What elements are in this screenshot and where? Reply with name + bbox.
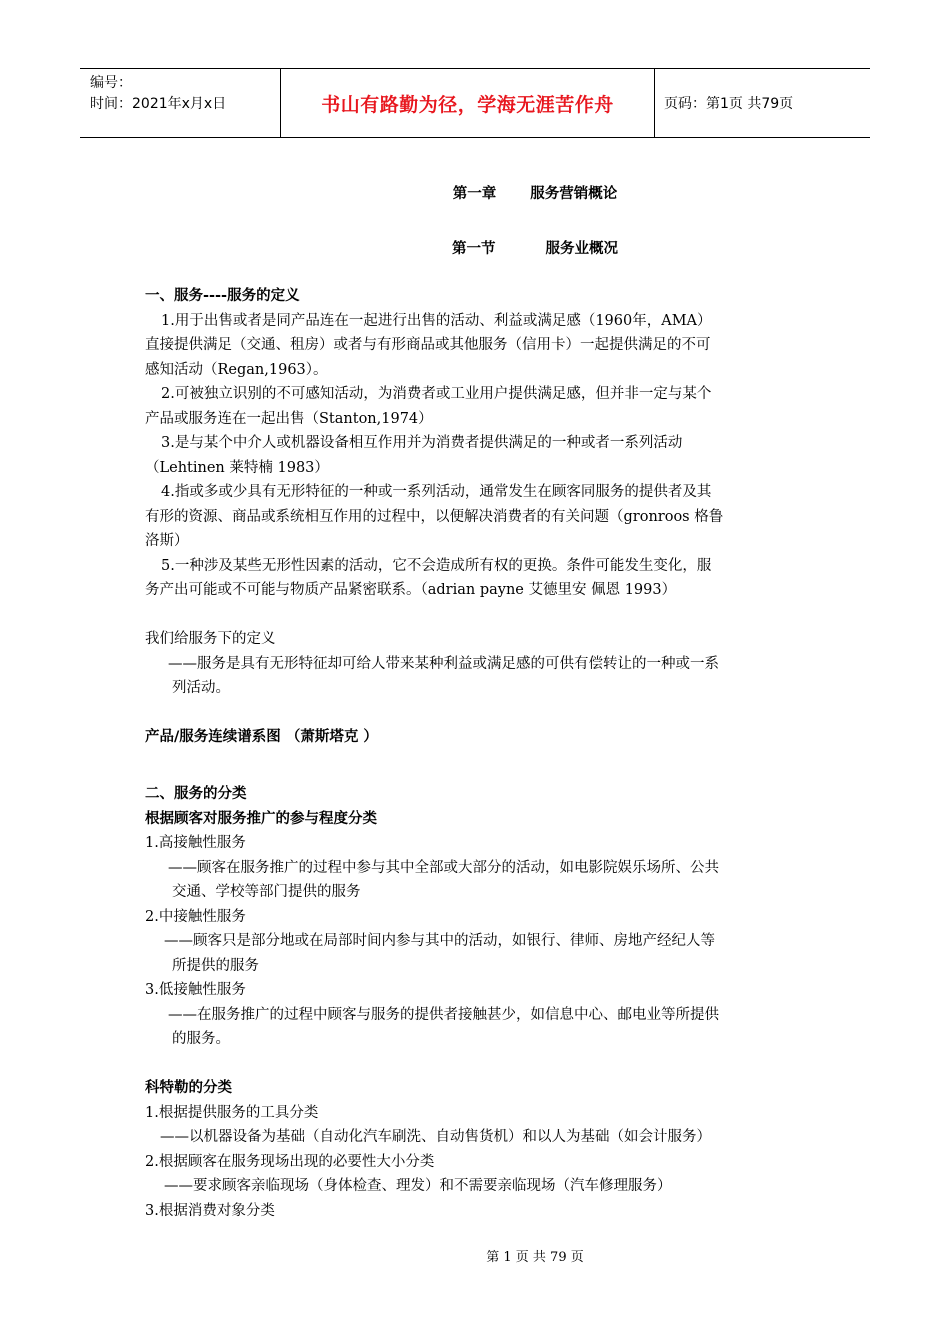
part1-heading: 一、服务----服务的定义 bbox=[145, 288, 300, 304]
class-desc: 交通、学校等部门提供的服务 bbox=[172, 884, 361, 900]
number-label: 编号： bbox=[90, 75, 132, 91]
class-desc: ——在服务推广的过程中顾客与服务的提供者接触甚少，如信息中心、邮电业等所提供 bbox=[168, 1006, 719, 1023]
kotler-item: 1.根据提供服务的工具分类 bbox=[145, 1104, 319, 1121]
class-item: 2.中接触性服务 bbox=[145, 908, 246, 925]
def-line: 3.是与某个中介人或机器设备相互作用并为消费者提供满足的一种或者一系列活动 bbox=[161, 435, 683, 451]
page-footer: 第 1 页 共 79 页 bbox=[486, 1250, 584, 1265]
def-line: 2.可被独立识别的不可感知活动，为消费者或工业用户提供满足感，但并非一定与某个 bbox=[161, 386, 712, 402]
def-line: 产品或服务连在一起出售（Stanton,1974） bbox=[145, 410, 433, 427]
class-desc: ——顾客只是部分地或在局部时间内参与其中的活动，如银行、律师、房地产经纪人等 bbox=[164, 933, 715, 949]
header-meta bbox=[80, 69, 281, 137]
class-item: 1.高接触性服务 bbox=[145, 835, 246, 851]
part-two bbox=[145, 782, 805, 1223]
kotler-heading: 科特勒的分类 bbox=[145, 1080, 232, 1096]
chapter-number: 第一章 bbox=[452, 186, 497, 202]
section-title bbox=[205, 237, 865, 258]
date-label: 时间：2021年x月x日 bbox=[90, 96, 227, 112]
def-line: 5.一种涉及某些无形性因素的活动，它不会造成所有权的更换。条件可能发生变化，服 bbox=[161, 557, 712, 574]
class-desc: 的服务。 bbox=[172, 1031, 230, 1047]
kotler-item: 3.根据消费对象分类 bbox=[145, 1202, 275, 1219]
def-line: 感知活动（Regan,1963）。 bbox=[145, 361, 328, 378]
continuum-heading: 产品/服务连续谱系图 （萧斯塔克 ） bbox=[145, 729, 378, 745]
section-number: 第一节 bbox=[452, 241, 496, 257]
def-line: 洛斯） bbox=[145, 533, 189, 549]
part-one bbox=[145, 284, 805, 774]
chapter-name: 服务营销概论 bbox=[530, 186, 618, 202]
our-def-intro: 我们给服务下的定义 bbox=[145, 631, 276, 647]
page-info: 页码：第1页 共79页 bbox=[664, 96, 794, 112]
part2-subheading: 根据顾客对服务推广的参与程度分类 bbox=[145, 810, 377, 827]
def-line: 4.指或多或少具有无形特征的一种或一系列活动，通常发生在顾客同服务的提供者及其 bbox=[161, 484, 712, 500]
chapter-title bbox=[205, 182, 865, 203]
document-header bbox=[80, 68, 870, 138]
our-def-line: ——服务是具有无形特征却可给人带来某种利益或满足感的可供有偿转让的一种或一系 bbox=[168, 655, 719, 672]
def-line: 1.用于出售或者是同产品连在一起进行出售的活动、利益或满足感（1960年，AMA） bbox=[161, 312, 712, 329]
section-name: 服务业概况 bbox=[545, 241, 618, 257]
kotler-desc: ——以机器设备为基础（自动化汽车刷洗、自动售货机）和以人为基础（如会计服务） bbox=[160, 1129, 711, 1145]
class-desc: 所提供的服务 bbox=[172, 957, 259, 974]
def-line: 直接提供满足（交通、租房）或者与有形商品或其他服务（信用卡）一起提供满足的不可 bbox=[145, 337, 711, 353]
kotler-desc: ——要求顾客亲临现场（身体检查、理发）和不需要亲临现场（汽车修理服务） bbox=[164, 1178, 672, 1194]
def-line: 务产出可能或不可能与物质产品紧密联系。（adrian payne 艾德里安 佩恩 1993） bbox=[145, 582, 677, 598]
def-line: 有形的资源、商品或系统相互作用的过程中，以便解决消费者的有关问题（gronroos 格鲁 bbox=[145, 508, 724, 525]
def-line: （Lehtinen 莱特楠 1983） bbox=[145, 459, 329, 476]
motto: 书山有路勤为径，学海无涯苦作舟 bbox=[281, 69, 655, 137]
class-item: 3.低接触性服务 bbox=[145, 982, 246, 998]
class-desc: ——顾客在服务推广的过程中参与其中全部或大部分的活动，如电影院娱乐场所、公共 bbox=[168, 859, 719, 876]
part2-heading: 二、服务的分类 bbox=[145, 786, 247, 802]
our-def-line: 列活动。 bbox=[172, 680, 230, 696]
kotler-item: 2.根据顾客在服务现场出现的必要性大小分类 bbox=[145, 1153, 435, 1170]
